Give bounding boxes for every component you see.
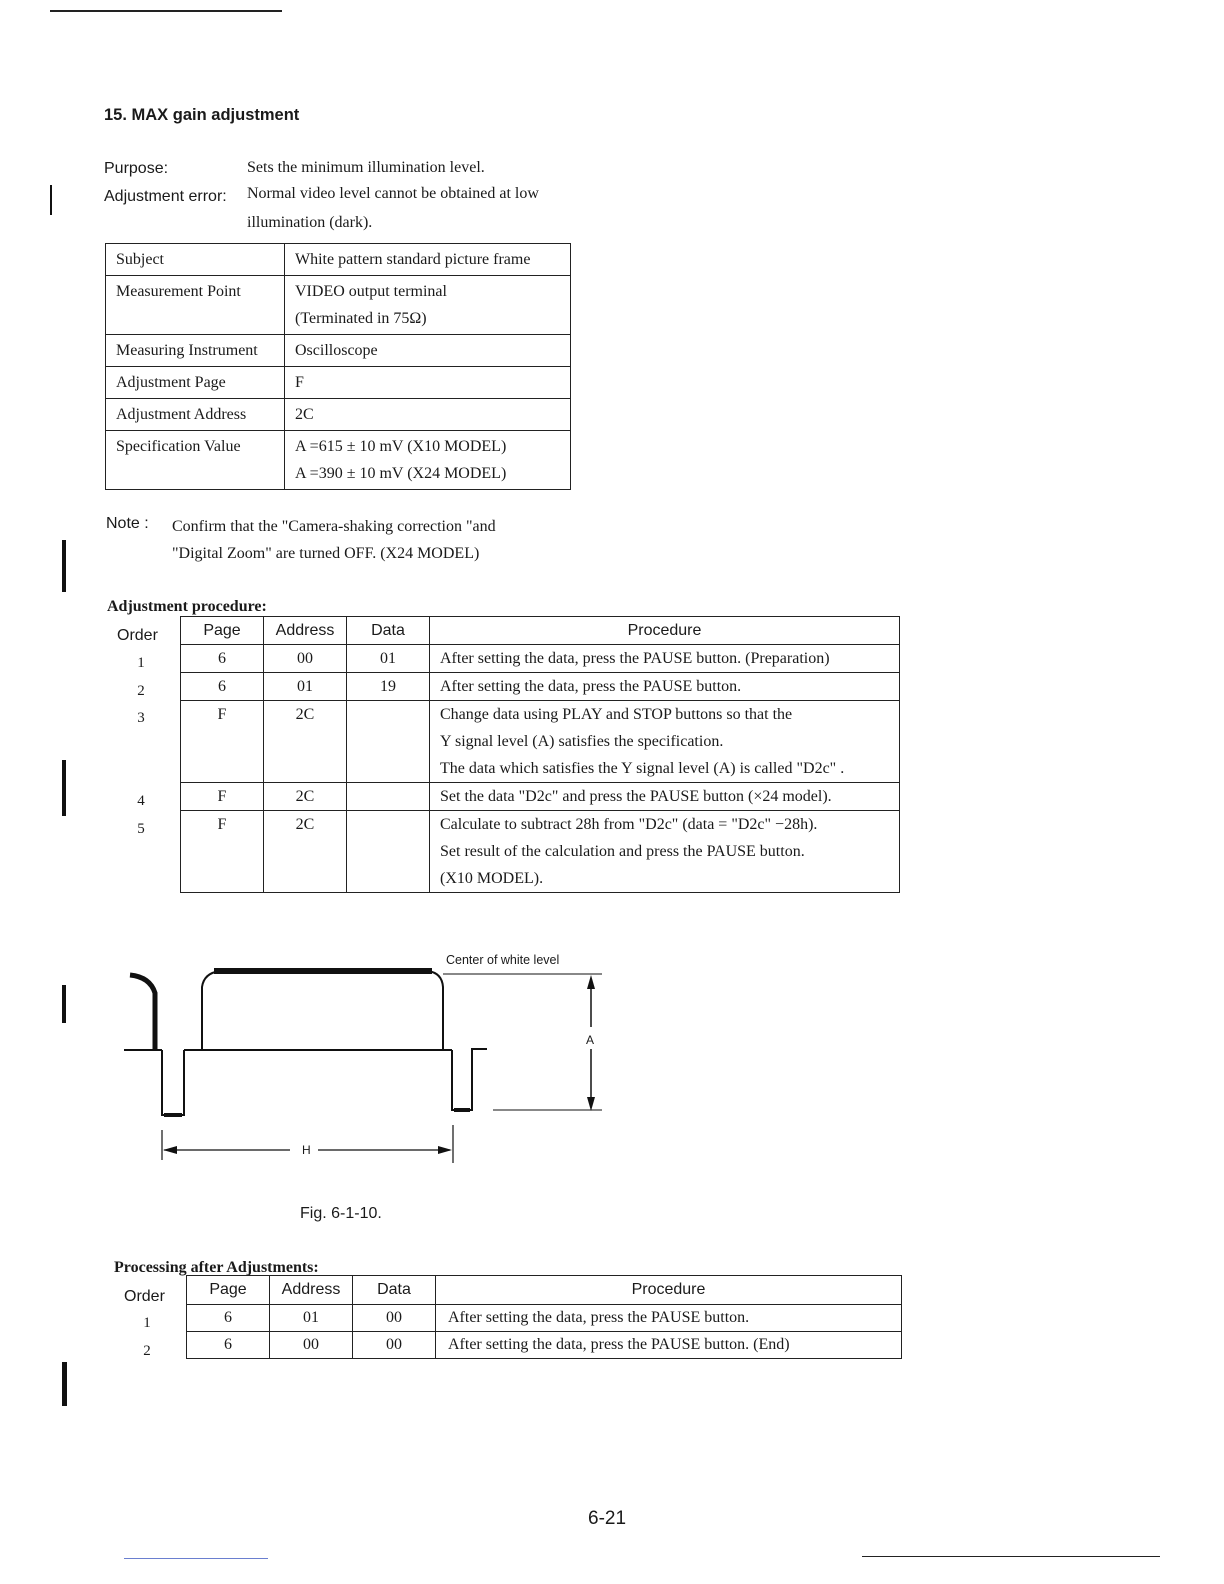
adjustment-error-text-2: illumination (dark). bbox=[247, 214, 373, 231]
address-cell: 2C bbox=[264, 811, 347, 893]
table-row bbox=[187, 1305, 902, 1332]
a-arrow-up bbox=[587, 975, 595, 989]
procedure-line: After setting the data, press the PAUSE button. bbox=[440, 678, 742, 695]
data-cell: 01 bbox=[347, 645, 430, 673]
spec-table bbox=[105, 243, 571, 490]
table-row bbox=[181, 783, 900, 811]
sync-pulse-right bbox=[452, 1049, 487, 1110]
note-text bbox=[172, 513, 496, 567]
spec-value-line: VIDEO output terminal bbox=[295, 283, 447, 300]
section-title: 15. MAX gain adjustment bbox=[104, 106, 300, 124]
order-number: 2 bbox=[143, 1343, 151, 1359]
order-number: 3 bbox=[137, 710, 145, 726]
note-line: "Digital Zoom" are turned OFF. (X24 MODEL) bbox=[172, 545, 480, 562]
note-label: Note : bbox=[106, 515, 149, 532]
table-header-row bbox=[181, 617, 900, 645]
spec-value bbox=[285, 431, 571, 490]
spec-key: Measuring Instrument bbox=[106, 335, 285, 367]
data-cell bbox=[347, 701, 430, 783]
page-cell: F bbox=[181, 811, 264, 893]
purpose-text: Sets the minimum illumination level. bbox=[247, 159, 485, 176]
table-row bbox=[181, 673, 900, 701]
order-number: 2 bbox=[137, 683, 145, 699]
page-cell: 6 bbox=[181, 645, 264, 673]
procedure-header: Procedure bbox=[436, 1276, 902, 1305]
spec-key: Subject bbox=[106, 244, 285, 276]
h-arrow-left bbox=[163, 1146, 177, 1154]
procedure-cell bbox=[430, 811, 900, 893]
margin-bar bbox=[62, 1362, 67, 1406]
spec-key: Specification Value bbox=[106, 431, 285, 490]
waveform-left-edge bbox=[130, 975, 155, 1049]
white-level bbox=[202, 971, 443, 1050]
address-cell: 2C bbox=[264, 701, 347, 783]
procedure-line: The data which satisfies the Y signal level (A) is called "D2c" . bbox=[440, 760, 845, 777]
data-cell: 00 bbox=[353, 1332, 436, 1359]
spec-value bbox=[285, 367, 571, 399]
spec-value bbox=[285, 244, 571, 276]
order-number: 5 bbox=[137, 821, 145, 837]
spec-row bbox=[106, 335, 571, 367]
spec-value bbox=[285, 399, 571, 431]
page-number: 6-21 bbox=[588, 1508, 627, 1529]
procedure-cell bbox=[430, 645, 900, 673]
margin-bar bbox=[50, 185, 52, 215]
margin-bar bbox=[62, 540, 66, 592]
spec-row bbox=[106, 367, 571, 399]
procedure-cell: After setting the data, press the PAUSE button. bbox=[436, 1305, 902, 1332]
spec-value-line: F bbox=[295, 374, 304, 391]
page-cell: 6 bbox=[181, 673, 264, 701]
order-header: Order bbox=[117, 627, 158, 644]
spec-value-line: A =615 ± 10 mV (X10 MODEL) bbox=[295, 438, 507, 455]
address-cell: 01 bbox=[270, 1305, 353, 1332]
procedure-line: Set result of the calculation and press the PAUSE button. bbox=[440, 843, 805, 860]
margin-bar bbox=[62, 985, 66, 1023]
data-cell: 19 bbox=[347, 673, 430, 701]
margin-bar bbox=[62, 760, 66, 816]
spec-value-line: A =390 ± 10 mV (X24 MODEL) bbox=[295, 465, 507, 482]
bottom-rule-right bbox=[862, 1556, 1160, 1557]
spec-value-line: White pattern standard picture frame bbox=[295, 251, 531, 268]
address-cell: 00 bbox=[270, 1332, 353, 1359]
procedure-cell bbox=[430, 783, 900, 811]
page-cell: 6 bbox=[187, 1305, 270, 1332]
purpose-label: Purpose: bbox=[104, 160, 169, 177]
bottom-rule-left bbox=[124, 1558, 268, 1559]
address-cell: 01 bbox=[264, 673, 347, 701]
adjustment-error-label: Adjustment error: bbox=[104, 188, 227, 205]
sync-pulse-left bbox=[162, 1050, 184, 1115]
table-row bbox=[181, 811, 900, 893]
spec-key: Measurement Point bbox=[106, 276, 285, 335]
spec-row bbox=[106, 399, 571, 431]
h-arrow-right bbox=[438, 1146, 452, 1154]
procedure-line: (X10 MODEL). bbox=[440, 870, 544, 887]
data-cell bbox=[347, 783, 430, 811]
procedure-header: Procedure bbox=[430, 617, 900, 645]
h-label: H bbox=[302, 1143, 311, 1157]
procedure-line: Change data using PLAY and STOP buttons so that the bbox=[440, 706, 793, 723]
adjustment-procedure-table bbox=[180, 616, 900, 893]
table-row bbox=[187, 1332, 902, 1359]
procedure-cell bbox=[430, 701, 900, 783]
spec-value bbox=[285, 335, 571, 367]
spec-row bbox=[106, 244, 571, 276]
center-of-white-level-label: Center of white level bbox=[446, 953, 560, 967]
procedure-line: Y signal level (A) satisfies the specification. bbox=[440, 733, 724, 750]
spec-value-line: Oscilloscope bbox=[295, 342, 378, 359]
spec-key: Adjustment Address bbox=[106, 399, 285, 431]
order-number: 1 bbox=[137, 655, 145, 671]
processing-after-heading: Processing after Adjustments: bbox=[114, 1259, 319, 1276]
procedure-line: After setting the data, press the PAUSE button. (Preparation) bbox=[440, 650, 830, 667]
spec-row bbox=[106, 431, 571, 490]
data-header: Data bbox=[353, 1276, 436, 1305]
spec-value-line: (Terminated in 75Ω) bbox=[295, 310, 427, 327]
order-number: 1 bbox=[143, 1315, 151, 1331]
order-number: 4 bbox=[137, 793, 145, 809]
page-cell: 6 bbox=[187, 1332, 270, 1359]
procedure-cell bbox=[430, 673, 900, 701]
spec-value-line: 2C bbox=[295, 406, 314, 423]
figure-caption: Fig. 6-1-10. bbox=[300, 1205, 382, 1222]
page-cell: F bbox=[181, 701, 264, 783]
note-line: Confirm that the "Camera-shaking correction "and bbox=[172, 518, 496, 535]
data-cell bbox=[347, 811, 430, 893]
a-arrow-down bbox=[587, 1097, 595, 1111]
waveform-diagram bbox=[110, 945, 630, 1175]
page-header: Page bbox=[187, 1276, 270, 1305]
data-cell: 00 bbox=[353, 1305, 436, 1332]
adjustment-error-text: Normal video level cannot be obtained at low bbox=[247, 185, 539, 202]
spec-value bbox=[285, 276, 571, 335]
a-label: A bbox=[586, 1033, 595, 1047]
data-header: Data bbox=[347, 617, 430, 645]
address-header: Address bbox=[264, 617, 347, 645]
table-row bbox=[181, 701, 900, 783]
address-header: Address bbox=[270, 1276, 353, 1305]
top-rule bbox=[50, 10, 282, 12]
adjustment-procedure-heading: Adjustment procedure: bbox=[107, 598, 267, 615]
table-header-row bbox=[187, 1276, 902, 1305]
address-cell: 2C bbox=[264, 783, 347, 811]
procedure-cell: After setting the data, press the PAUSE button. (End) bbox=[436, 1332, 902, 1359]
procedure-line: Set the data "D2c" and press the PAUSE button (×24 model). bbox=[440, 788, 832, 805]
page-header: Page bbox=[181, 617, 264, 645]
page-cell: F bbox=[181, 783, 264, 811]
spec-key: Adjustment Page bbox=[106, 367, 285, 399]
order-header: Order bbox=[124, 1288, 165, 1305]
procedure-line: Calculate to subtract 28h from "D2c" (data = "D2c" −28h). bbox=[440, 816, 818, 833]
processing-after-table bbox=[186, 1275, 902, 1359]
table-row bbox=[181, 645, 900, 673]
spec-row bbox=[106, 276, 571, 335]
address-cell: 00 bbox=[264, 645, 347, 673]
